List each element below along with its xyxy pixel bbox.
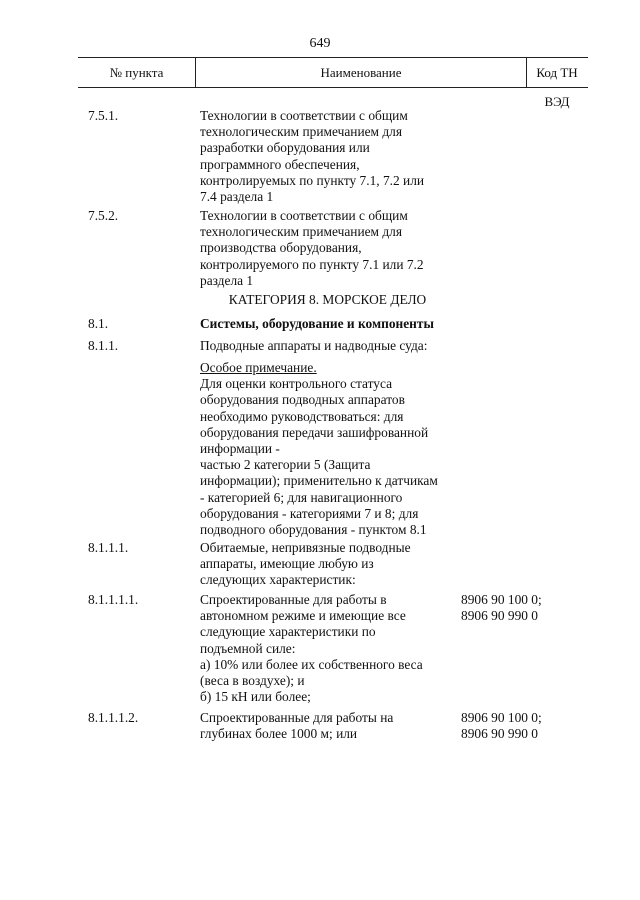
column-header-name: Наименование [195,58,527,87]
item-number: 8.1.1.1.1. [88,592,139,607]
item-name: Спроектированные для работы в автономном режиме и имеющие все следующие характеристики по подъемной силе: а) 10% или более их собственного веса (веса в воздухе); и б) 15 кН или более; [200,592,423,705]
item-name: Обитаемые, непривязные подводные аппараты, имеющие любую из следующих характеристик: [200,540,411,588]
item-code: 8906 90 100 0; 8906 90 990 0 [461,710,542,742]
item-code: 8906 90 100 0; 8906 90 990 0 [461,592,542,624]
note-title: Особое примечание. [200,360,317,375]
item-number: 8.1. [88,316,109,331]
column-header-number: № пункта [109,65,164,80]
item-number: 8.1.1.1.2. [88,710,139,725]
category-heading: КАТЕГОРИЯ 8. МОРСКОЕ ДЕЛО [228,292,427,307]
item-name: Технологии в соответствии с общим технологическим примечанием для производства оборудования, контролируемого по пункту 7.1 или 7.2 раздела 1 [200,208,424,288]
item-name: Подводные аппараты и надводные суда: [200,338,428,353]
item-name: Системы, оборудование и компоненты [200,316,434,331]
page-number: 649 [309,36,331,51]
table-header [78,57,588,109]
item-number: 7.5.2. [88,208,119,223]
item-number: 7.5.1. [88,108,119,123]
item-number: 8.1.1. [88,338,119,353]
item-name: Технологии в соответствии с общим технологическим примечанием для разработки оборудования или программного обеспечения, контролируемых по пункту 7.1, 7.2 или 7.4 раздела 1 [200,108,425,205]
item-number: 8.1.1.1. [88,540,129,555]
item-name: Спроектированные для работы на глубинах более 1000 м; или [200,710,394,742]
column-header-code: Код ТН ВЭД [536,65,578,109]
